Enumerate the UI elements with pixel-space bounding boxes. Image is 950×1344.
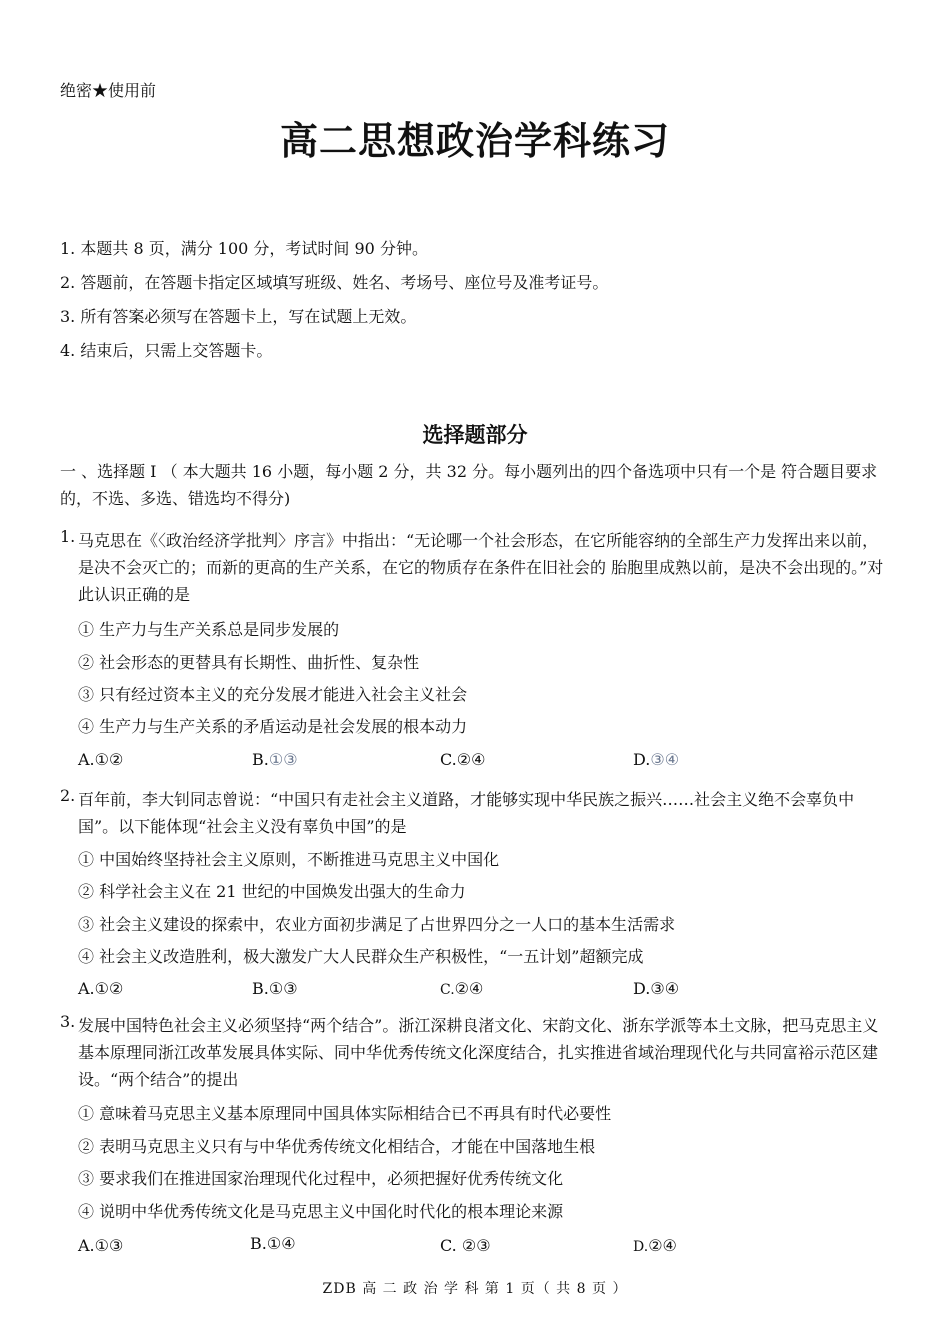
question-1-stem: 马克思在《〈政治经济学批判〉序言》中指出：“无论哪一个社会形态，在它所能容纳的全部生产力发挥出来以前，是决不会灭亡的；而新的更高的生产关系，在它的物质存在条件在旧社会的 胎胞里成熟以前，是决不会出现的。”对此认识正确的是 (78, 531, 884, 604)
question-1-answer-d: D.③④ (633, 750, 680, 769)
question-2-option-2: ② 科学社会主义在 21 世纪的中国焕发出强大的生命力 (78, 882, 466, 901)
question-3-option-3: ③ 要求我们在推进国家治理现代化过程中，必须把握好优秀传统文化 (78, 1169, 564, 1188)
question-2-answer-d: D.③④ (633, 979, 680, 998)
question-2-option-3: ③ 社会主义建设的探索中，农业方面初步满足了占世界四分之一人口的基本生活需求 (78, 915, 676, 934)
question-3-answer-a: A.①③ (78, 1236, 124, 1255)
question-3-stem: 发展中国特色社会主义必须坚持“两个结合”。浙江深耕良渚文化、宋韵文化、浙东学派等本土文脉，把马克思主义基本原理同浙江改革发展具体实际、同中华优秀传统文化深度结合，扎实推进省域治理现代化与共同富裕示范区建设。“两个结合”的提出 (78, 1016, 879, 1089)
question-3-answer-d: D.②④ (633, 1236, 677, 1255)
question-1-answer-b: B.①③ (252, 750, 298, 769)
question-3-answer-b: B.①④ (250, 1234, 296, 1253)
question-3-number: 3. (60, 1012, 76, 1031)
question-3-option-4: ④ 说明中华优秀传统文化是马克思主义中国化时代化的根本理论来源 (78, 1202, 564, 1221)
question-1-answer-a: A.①② (78, 750, 124, 769)
question-2-option-4: ④ 社会主义改造胜利，极大激发广大人民群众生产积极性，“一五计划”超额完成 (78, 947, 644, 966)
question-2-stem: 百年前，李大钊同志曾说：“中国只有走社会主义道路，才能够实现中华民族之振兴……社会主义绝不会辜负中国”。以下能体现“社会主义没有辜负中国”的是 (78, 790, 855, 836)
question-2-answer-c: C.②④ (440, 979, 484, 998)
question-1-option-3: ③ 只有经过资本主义的充分发展才能进入社会主义社会 (78, 685, 468, 704)
question-2-answer-b: B.①③ (252, 979, 298, 998)
question-2-option-1: ① 中国始终坚持社会主义原则，不断推进马克思主义中国化 (78, 850, 500, 869)
question-1-option-1: ① 生产力与生产关系总是同步发展的 (78, 620, 340, 639)
question-1-number: 1. (60, 527, 76, 546)
note-4: 4. 结束后，只需上交答题卡。 (60, 341, 273, 360)
page-footer: ZDB 高 二 政 治 学 科 第 1 页（ 共 8 页 ） (322, 1281, 628, 1297)
question-2-answer-a: A.①② (78, 979, 124, 998)
note-1: 1. 本题共 8 页，满分 100 分，考试时间 90 分钟。 (60, 239, 428, 258)
note-2: 2. 答题前，在答题卡指定区域填写班级、姓名、考场号、座位号及准考证号。 (60, 273, 609, 292)
secrecy-label: 绝密★使用前 (60, 81, 157, 100)
question-3-option-2: ② 表明马克思主义只有与中华优秀传统文化相结合，才能在中国落地生根 (78, 1137, 596, 1156)
question-2-number: 2. (60, 786, 76, 805)
section-title: 选择题部分 (422, 422, 528, 447)
question-1-option-2: ② 社会形态的更替具有长期性、曲折性、复杂性 (78, 653, 420, 672)
question-1-answer-c: C.②④ (440, 750, 486, 769)
page-title: 高二思想政治学科练习 (279, 118, 670, 163)
note-3: 3. 所有答案必须写在答题卡上，写在试题上无效。 (60, 307, 417, 326)
question-3-option-1: ① 意味着马克思主义基本原理同中国具体实际相结合已不再具有时代必要性 (78, 1104, 612, 1123)
question-1-option-4: ④ 生产力与生产关系的矛盾运动是社会发展的根本动力 (78, 717, 468, 736)
question-3-answer-c: C. ②③ (440, 1236, 491, 1255)
section-instructions: 一 、选择题 I （ 本大题共 16 小题，每小题 2 分，共 32 分。每小题列出的四个备选项中只有一个是 符合题目要求的，不选、多选、错选均不得分) (60, 462, 878, 508)
